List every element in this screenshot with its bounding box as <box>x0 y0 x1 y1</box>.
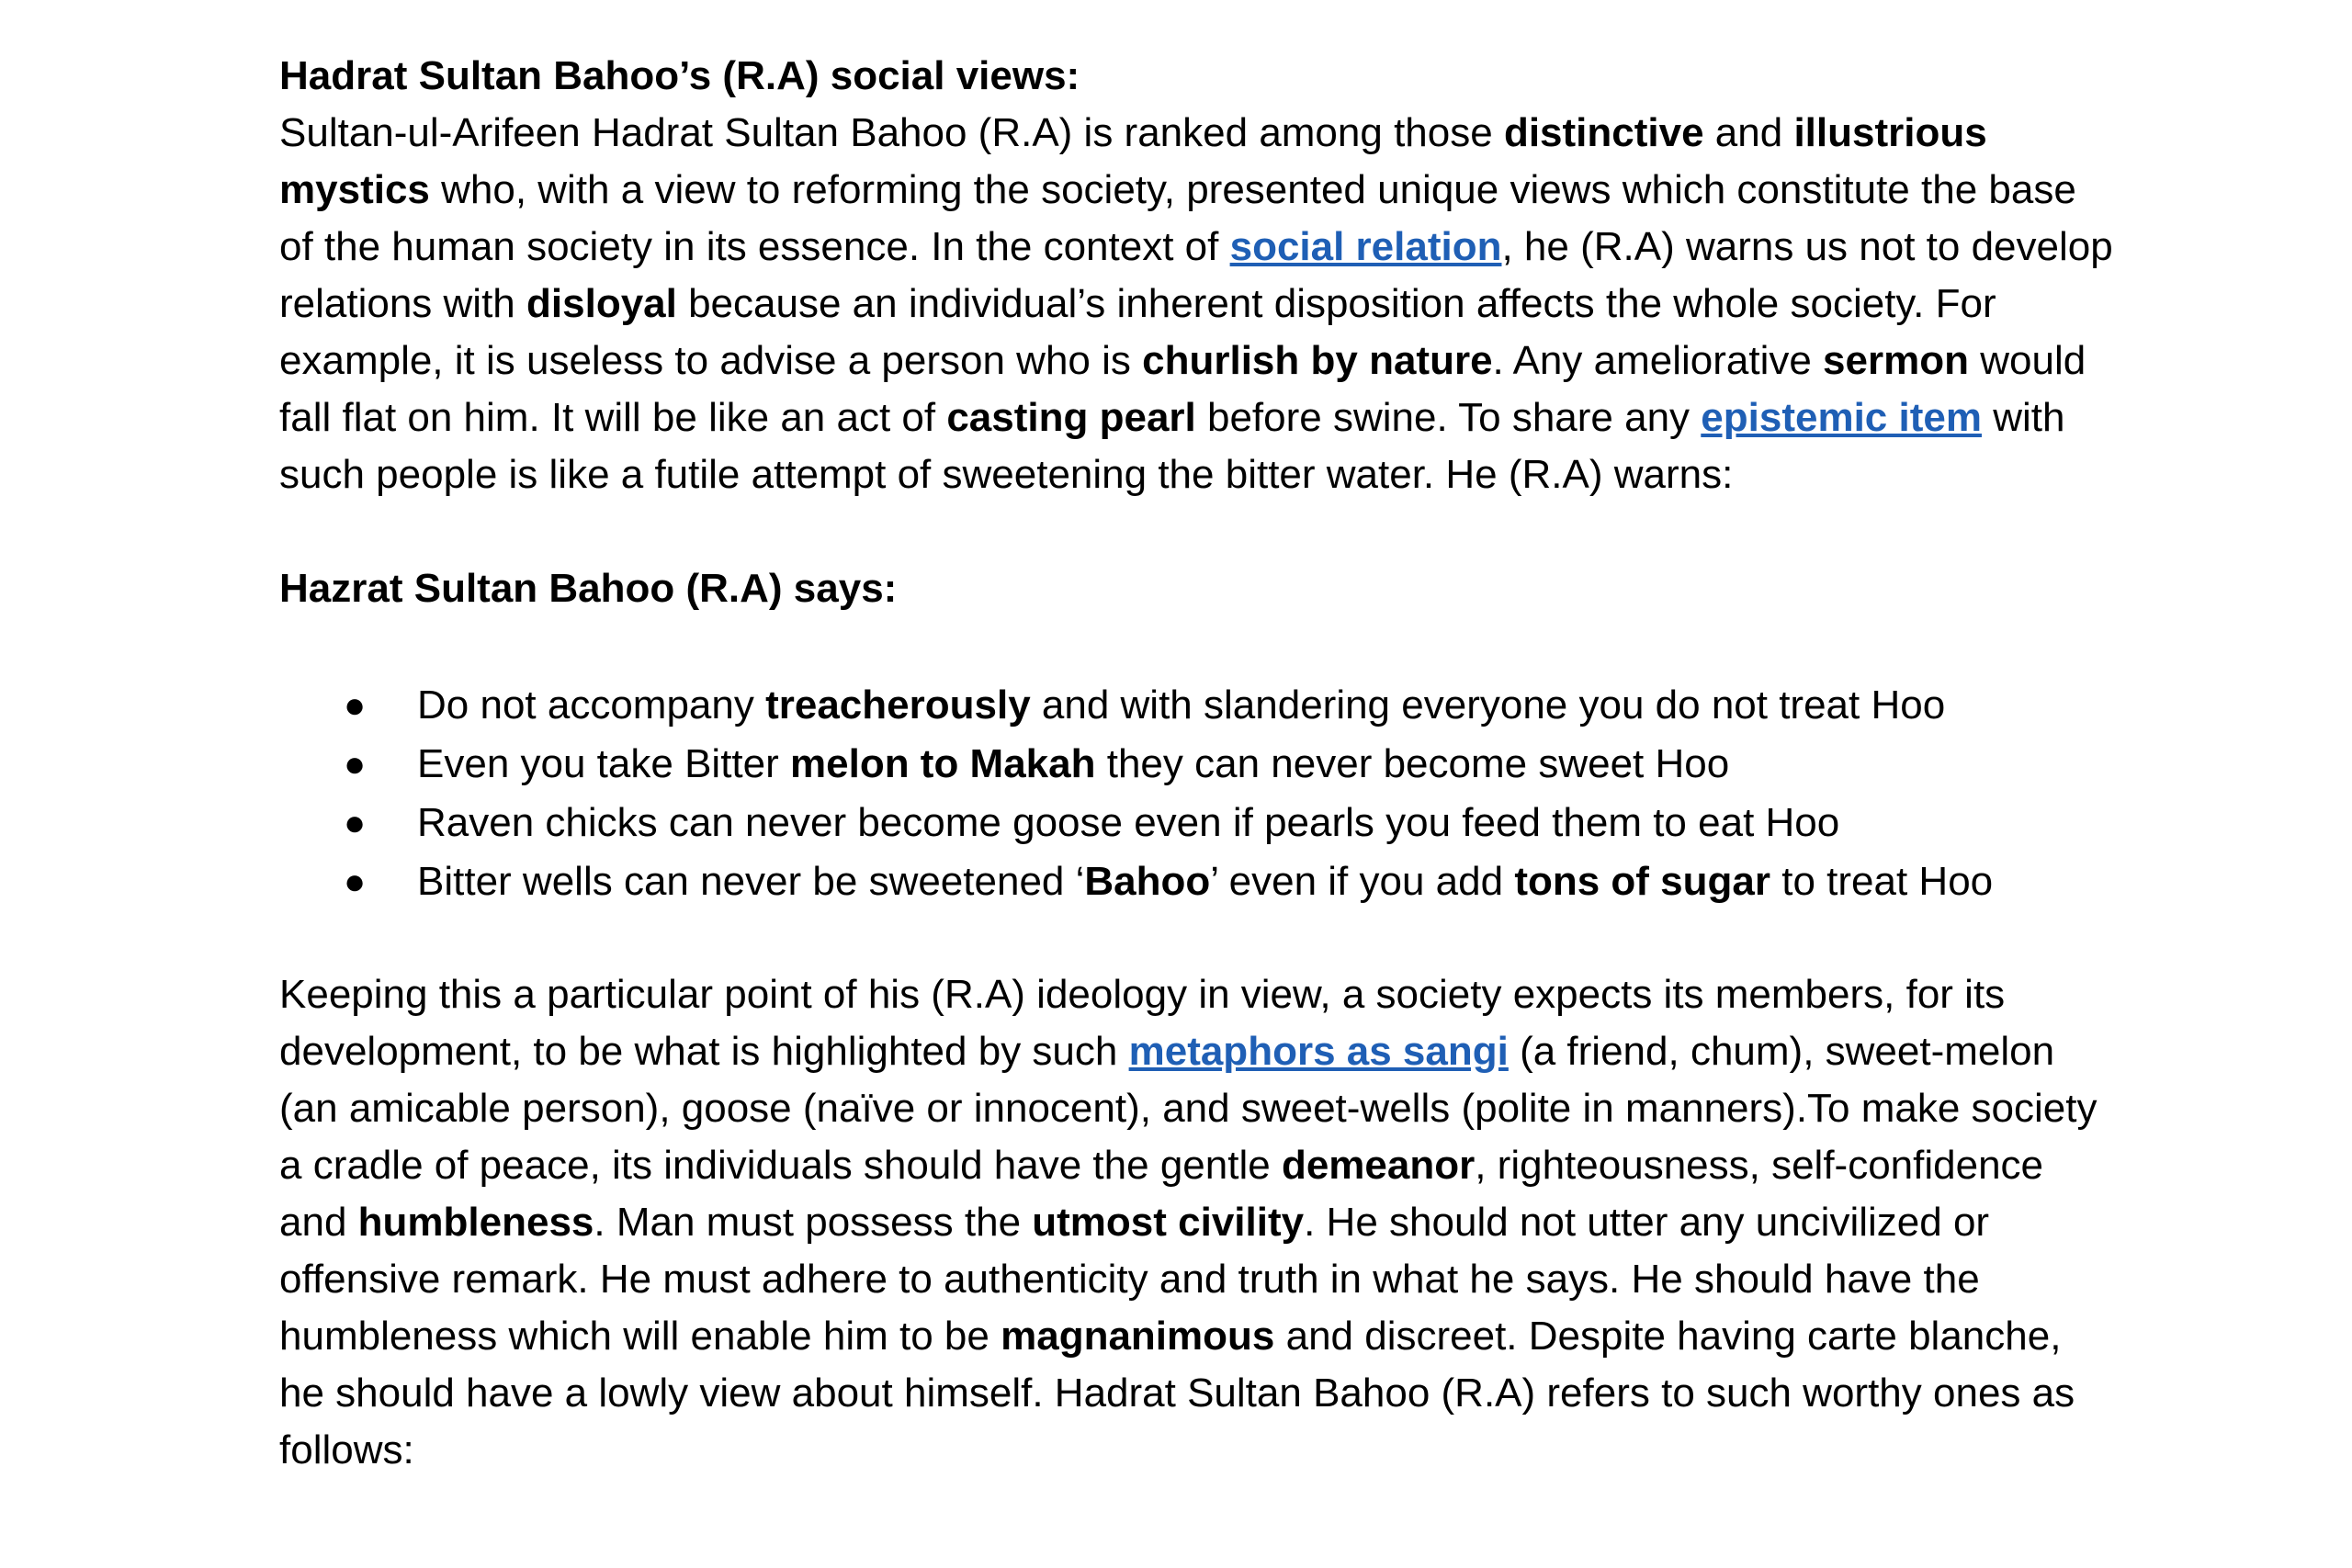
text-link[interactable]: social relation <box>1229 224 1502 269</box>
bold-text: distinctive <box>1503 110 1704 155</box>
verse-item <box>279 676 2117 735</box>
document-page <box>279 48 2117 1479</box>
bold-text: melon to Makah <box>790 741 1096 786</box>
bullet-icon: ● <box>344 862 367 902</box>
text-run: Keeping this a particular point of his (R.A) ideology in view, a society expects its members, for its development, to be what is highlighted by such <box>279 972 2006 1074</box>
bold-text: demeanor <box>1281 1143 1476 1188</box>
text-run: (a friend, chum), sweet-melon (an amicable person), goose (naïve or innocent), and sweet-wells (polite in manners).To make society a cradle of peace, its individuals should have the gentle <box>279 1029 2098 1188</box>
bold-text: treacherously <box>765 682 1031 728</box>
section-heading: Hadrat Sultan Bahoo’s (R.A) social views: <box>279 53 1080 98</box>
text-run: and with slandering everyone you do not treat Hoo <box>1030 682 1946 728</box>
bold-text: utmost civility <box>1032 1200 1305 1245</box>
bold-text: casting pearl <box>946 395 1196 440</box>
text-run: ’ even if you add <box>1210 859 1515 904</box>
text-link[interactable]: metaphors as sangi <box>1128 1029 1509 1074</box>
text-run: because an individual’s inherent disposition affects the whole society. For example, it is useless to advise a person who is <box>279 281 1996 383</box>
text-run: Sultan-ul-Arifeen Hadrat Sultan Bahoo (R.A) is ranked among those <box>279 110 1504 155</box>
text-run: and <box>1703 110 1794 155</box>
verse-text <box>417 859 1993 904</box>
text-run: . Any ameliorative <box>1492 338 1824 383</box>
bold-text: Bahoo <box>1084 859 1211 904</box>
bullet-icon: ● <box>344 744 367 784</box>
bold-text: disloyal <box>526 281 677 326</box>
verse-item <box>279 852 2117 911</box>
bold-text: sermon <box>1823 338 1969 383</box>
bold-text: churlish by nature <box>1142 338 1493 383</box>
bold-text: tons of sugar <box>1514 859 1770 904</box>
text-run: Bitter wells can never be sweetened ‘ <box>417 859 1085 904</box>
verse-text <box>417 741 1729 786</box>
text-run: , he (R.A) warns us not to develop relations with <box>279 224 2113 326</box>
text-run: . He should not utter any uncivilized or offensive remark. He must adhere to authenticity and truth in what he says. He should have the humbleness which will enable him to be <box>279 1200 1990 1359</box>
text-run: and discreet. Despite having carte blanche, he should have a lowly view about himself. Hadrat Sultan Bahoo (R.A) refers to such worthy ones as follows: <box>279 1314 2075 1472</box>
text-run: Do not accompany <box>417 682 766 728</box>
text-run: who, with a view to reforming the society, presented unique views which constitute the base of the human society in its essence. In the context of <box>279 167 2076 269</box>
text-run: would fall flat on him. It will be like an act of <box>279 338 2086 440</box>
text-run: , righteousness, self-confidence and <box>279 1143 2044 1245</box>
text-run: before swine. To share any <box>1195 395 1702 440</box>
text-run: with such people is like a futile attempt of sweetening the bitter water. He (R.A) warns: <box>279 395 2065 497</box>
verse-item <box>279 735 2117 794</box>
quote-heading: Hazrat Sultan Bahoo (R.A) says: <box>279 566 898 611</box>
paragraph-ideology <box>279 966 2117 1479</box>
verse-text <box>417 682 1945 728</box>
text-run: Raven chicks can never become goose even if pearls you feed them to eat Hoo <box>417 800 1840 845</box>
paragraph-social-views <box>279 105 2117 503</box>
verse-text <box>417 800 1839 845</box>
verse-item <box>279 794 2117 852</box>
text-run: to treat Hoo <box>1770 859 1994 904</box>
text-run: . Man must possess the <box>594 1200 1033 1245</box>
bullet-icon: ● <box>344 685 367 726</box>
verse-list <box>279 676 2117 911</box>
text-link[interactable]: epistemic item <box>1701 395 1982 440</box>
text-run: they can never become sweet Hoo <box>1095 741 1730 786</box>
bold-text: illustrious mystics <box>279 110 1987 212</box>
bold-text: magnanimous <box>1001 1314 1275 1359</box>
text-run: Even you take Bitter <box>417 741 790 786</box>
bullet-icon: ● <box>344 803 367 843</box>
bold-text: humbleness <box>357 1200 594 1245</box>
